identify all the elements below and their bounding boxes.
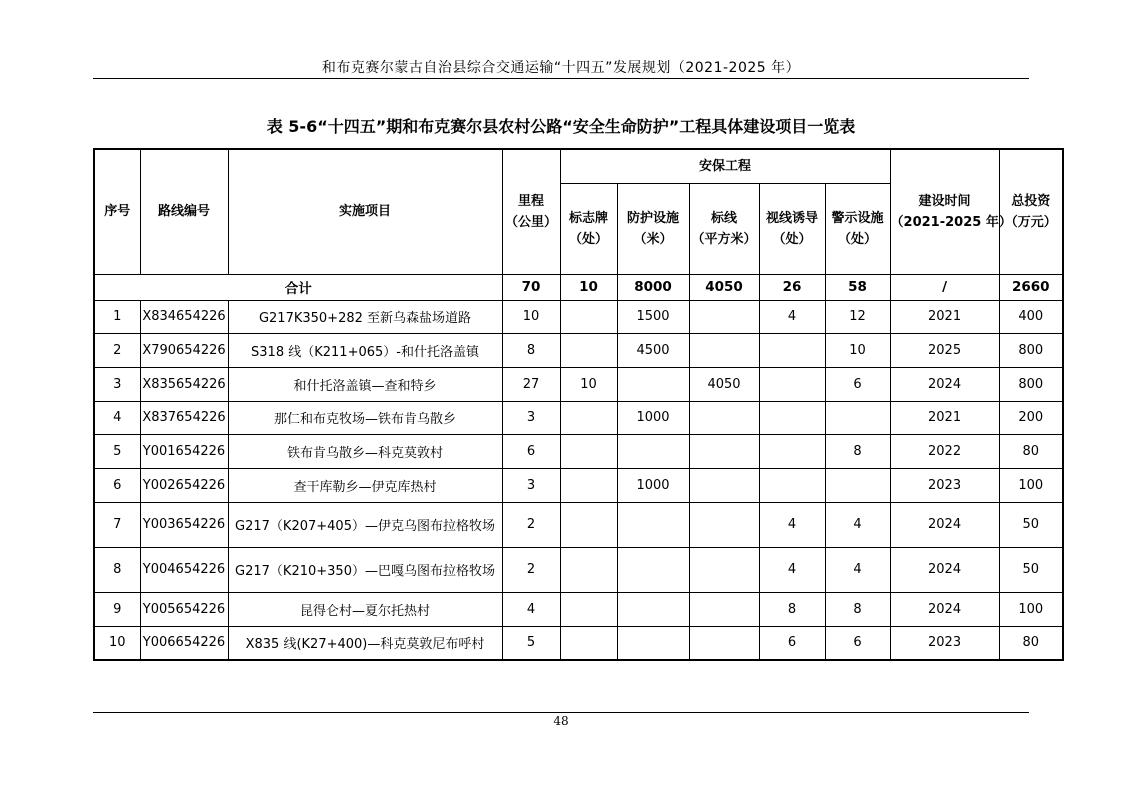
header-project: 实施项目 [228, 149, 502, 274]
header-guardrail-label: 防护设施 [626, 210, 679, 226]
cell-project: 铁布肯乌散乡—科克莫敦村 [228, 434, 502, 468]
cell-route-code: X790654226 [140, 333, 228, 367]
cell-seq: 10 [94, 626, 140, 660]
cell-mileage: 2 [502, 502, 560, 547]
cell-mileage: 3 [502, 401, 560, 434]
cell-guide [759, 367, 825, 401]
cell-signs [560, 502, 617, 547]
table-row [94, 333, 1063, 367]
running-header: 和布克赛尔蒙古自治县综合交通运输“十四五”发展规划（2021-2025 年） [321, 60, 801, 76]
cell-year: 2021 [890, 401, 999, 434]
table-row [94, 401, 1063, 434]
table-row [94, 434, 1063, 468]
header-guide-unit: （处） [772, 231, 812, 247]
cell-guardrail [617, 547, 689, 592]
cell-mileage: 27 [502, 367, 560, 401]
cell-investment: 50 [999, 547, 1063, 592]
cell-seq: 5 [94, 434, 140, 468]
cell-signs [560, 592, 617, 626]
cell-investment: 400 [999, 300, 1063, 333]
cell-guide: 6 [759, 626, 825, 660]
cell-marking [689, 300, 759, 333]
header-signs-label: 标志牌 [568, 210, 608, 226]
header-warning [825, 183, 890, 274]
header-warning-unit: （处） [838, 231, 878, 247]
cell-warning: 12 [825, 300, 890, 333]
header-guardrail-unit: （米） [633, 231, 673, 247]
header-route-code: 路线编号 [140, 149, 228, 274]
cell-marking [689, 626, 759, 660]
cell-year: 2021 [890, 300, 999, 333]
footer-rule [93, 712, 1029, 713]
cell-guide: 8 [759, 592, 825, 626]
cell-guardrail: 1500 [617, 300, 689, 333]
cell-project: G217（K207+405）—伊克乌图布拉格牧场 [228, 502, 502, 547]
header-marking-label: 标线 [710, 210, 737, 226]
cell-route-code: Y001654226 [140, 434, 228, 468]
cell-year: 2024 [890, 547, 999, 592]
cell-route-code: X834654226 [140, 300, 228, 333]
cell-year: 2023 [890, 626, 999, 660]
cell-signs [560, 300, 617, 333]
cell-route-code: Y005654226 [140, 592, 228, 626]
cell-marking [689, 401, 759, 434]
cell-seq: 8 [94, 547, 140, 592]
header-investment-label: 总投资 [1011, 193, 1051, 209]
total-guardrail: 8000 [617, 274, 689, 300]
cell-signs [560, 401, 617, 434]
cell-guardrail: 1000 [617, 401, 689, 434]
header-guide-label: 视线诱导 [765, 210, 818, 226]
cell-guide: 4 [759, 547, 825, 592]
header-build-time [890, 149, 1012, 274]
cell-investment: 100 [999, 468, 1063, 502]
cell-mileage: 2 [502, 547, 560, 592]
cell-guide: 4 [759, 502, 825, 547]
page-number: 48 [553, 714, 569, 728]
cell-warning [825, 468, 890, 502]
cell-year: 2023 [890, 468, 999, 502]
cell-guide [759, 434, 825, 468]
cell-marking [689, 502, 759, 547]
cell-route-code: Y004654226 [140, 547, 228, 592]
table-row [94, 502, 1063, 547]
cell-guardrail [617, 367, 689, 401]
header-signs-unit: （处） [568, 231, 608, 247]
cell-project: 查干库勒乡—伊克库热村 [228, 468, 502, 502]
cell-route-code: X835654226 [140, 367, 228, 401]
header-warning-label: 警示设施 [831, 210, 884, 226]
cell-mileage: 6 [502, 434, 560, 468]
total-label: 合计 [94, 274, 502, 300]
cell-year: 2024 [890, 592, 999, 626]
cell-marking [689, 547, 759, 592]
table-row [94, 547, 1063, 592]
cell-guide [759, 333, 825, 367]
header-signs [560, 183, 617, 274]
cell-investment: 80 [999, 626, 1063, 660]
cell-signs [560, 626, 617, 660]
cell-year: 2025 [890, 333, 999, 367]
cell-route-code: X837654226 [140, 401, 228, 434]
cell-guide: 4 [759, 300, 825, 333]
project-table [93, 148, 1064, 661]
cell-mileage: 5 [502, 626, 560, 660]
cell-seq: 2 [94, 333, 140, 367]
cell-route-code: Y003654226 [140, 502, 228, 547]
table-row [94, 592, 1063, 626]
header-build-time-label: 建设时间 [918, 193, 971, 209]
cell-warning: 8 [825, 434, 890, 468]
cell-mileage: 3 [502, 468, 560, 502]
total-signs: 10 [560, 274, 617, 300]
header-investment-unit: （万元） [1004, 214, 1057, 230]
cell-guardrail [617, 592, 689, 626]
cell-year: 2024 [890, 367, 999, 401]
cell-seq: 3 [94, 367, 140, 401]
cell-warning: 6 [825, 626, 890, 660]
cell-marking [689, 468, 759, 502]
cell-seq: 1 [94, 300, 140, 333]
cell-signs [560, 434, 617, 468]
cell-signs [560, 333, 617, 367]
cell-guardrail: 1000 [617, 468, 689, 502]
header-mileage-unit: （公里） [504, 214, 557, 230]
cell-guardrail [617, 502, 689, 547]
header-safety-group: 安保工程 [560, 149, 890, 183]
table-row [94, 300, 1063, 333]
header-guide [759, 183, 825, 274]
cell-guide [759, 468, 825, 502]
cell-signs [560, 468, 617, 502]
cell-marking [689, 434, 759, 468]
cell-seq: 9 [94, 592, 140, 626]
cell-warning: 4 [825, 547, 890, 592]
total-mileage: 70 [502, 274, 560, 300]
cell-mileage: 8 [502, 333, 560, 367]
header-mileage [502, 149, 560, 274]
cell-guardrail [617, 626, 689, 660]
cell-warning: 10 [825, 333, 890, 367]
cell-year: 2024 [890, 502, 999, 547]
header-investment [999, 149, 1063, 274]
header-rule [93, 78, 1029, 79]
table-title: 表 5-6“十四五”期和布克赛尔县农村公路“安全生命防护”工程具体建设项目一览表 [266, 117, 856, 136]
cell-guardrail: 4500 [617, 333, 689, 367]
total-build-time: / [890, 274, 999, 300]
cell-warning: 4 [825, 502, 890, 547]
cell-guardrail [617, 434, 689, 468]
total-investment: 2660 [999, 274, 1063, 300]
cell-guide [759, 401, 825, 434]
cell-investment: 80 [999, 434, 1063, 468]
cell-investment: 200 [999, 401, 1063, 434]
total-marking: 4050 [689, 274, 759, 300]
cell-investment: 800 [999, 367, 1063, 401]
cell-marking: 4050 [689, 367, 759, 401]
cell-project: 昆得仑村—夏尔托热村 [228, 592, 502, 626]
cell-project: S318 线（K211+065）-和什托洛盖镇 [228, 333, 502, 367]
header-marking [689, 183, 759, 274]
cell-project: 那仁和布克牧场—铁布肯乌散乡 [228, 401, 502, 434]
header-marking-unit: （平方米） [691, 231, 757, 247]
cell-project: 和什托洛盖镇—查和特乡 [228, 367, 502, 401]
cell-investment: 100 [999, 592, 1063, 626]
cell-mileage: 4 [502, 592, 560, 626]
cell-seq: 7 [94, 502, 140, 547]
cell-project: G217K350+282 至新乌森盐场道路 [228, 300, 502, 333]
cell-route-code: Y006654226 [140, 626, 228, 660]
total-guide: 26 [759, 274, 825, 300]
cell-warning [825, 401, 890, 434]
header-mileage-label: 里程 [517, 193, 544, 209]
table-row [94, 626, 1063, 660]
cell-year: 2022 [890, 434, 999, 468]
total-warning: 58 [825, 274, 890, 300]
total-row [94, 274, 1063, 300]
table-row [94, 468, 1063, 502]
cell-marking [689, 592, 759, 626]
table-row [94, 367, 1063, 401]
cell-project: X835 线(K27+400)—科克莫敦尼布呼村 [228, 626, 502, 660]
cell-warning: 6 [825, 367, 890, 401]
cell-mileage: 10 [502, 300, 560, 333]
cell-investment: 800 [999, 333, 1063, 367]
cell-signs: 10 [560, 367, 617, 401]
cell-signs [560, 547, 617, 592]
cell-seq: 4 [94, 401, 140, 434]
cell-investment: 50 [999, 502, 1063, 547]
cell-marking [689, 333, 759, 367]
header-build-time-range: （2021-2025 年） [890, 214, 1012, 230]
cell-seq: 6 [94, 468, 140, 502]
cell-warning: 8 [825, 592, 890, 626]
header-guardrail [617, 183, 689, 274]
cell-route-code: Y002654226 [140, 468, 228, 502]
cell-project: G217（K210+350）—巴嘎乌图布拉格牧场 [228, 547, 502, 592]
header-seq: 序号 [94, 149, 140, 274]
